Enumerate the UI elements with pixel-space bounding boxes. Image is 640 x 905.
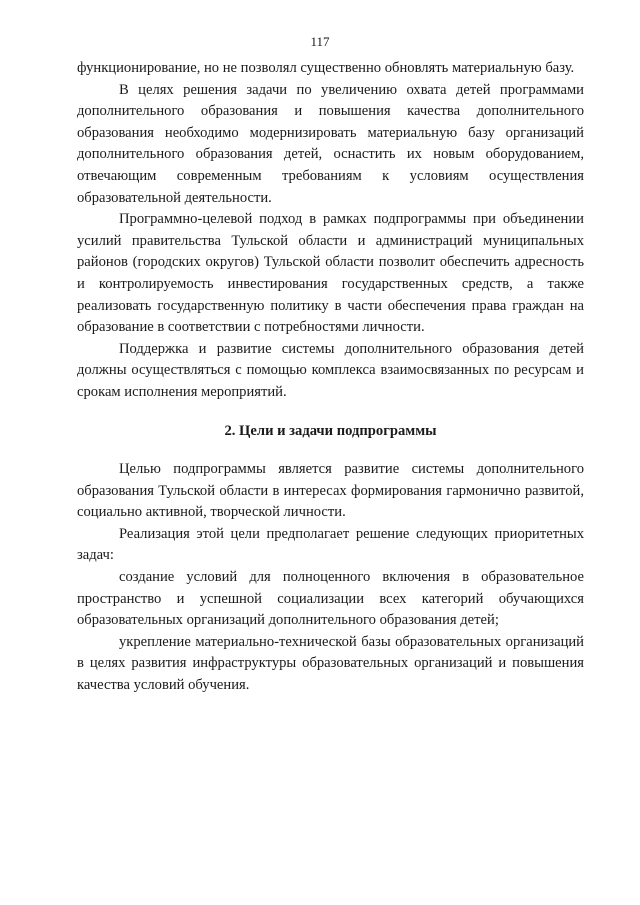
section-heading: 2. Цели и задачи подпрограммы <box>224 422 437 439</box>
paragraph-task-1: создание условий для полноценного включения в образовательное пространство и успешной социализации всех категорий обучающихся образовательных организаций дополнительного образования детей; <box>77 569 584 629</box>
paragraph-task-2: укрепление материально-технической базы образовательных организаций в целях развития инфраструктуры образовательных организаций и повышения качества условий обучения. <box>77 633 584 694</box>
paragraph-goal: Целью подпрограммы является развитие системы дополнительного образования Тульской области в интересах формирования гармонично развитой, социально активной, творческой личности. <box>77 461 584 521</box>
paragraph-modernization: В целях решения задачи по увеличению охвата детей программами дополнительного образования и повышения качества дополнительного образования необходимо модернизировать материальную базу организаций дополнительного образования детей, оснастить их новым оборудованием, отвечающим современным требованиям к условиям осуществления образовательной деятельности. <box>77 81 584 206</box>
paragraph-tasks-intro: Реализация этой цели предполагает решение следующих приоритетных задач: <box>77 525 584 564</box>
paragraph-program-approach: Программно-целевой подход в рамках подпрограммы при объединении усилий правительства Тульской области и администраций муниципальных районов (городских округов) Тульской области позволит обеспечить адресность и контролируемость инвестирования государственных средств, а также реализовать государственную политику в части обеспечения права граждан на образование в соответствии с потребностями личности. <box>77 211 584 336</box>
paragraph-support: Поддержка и развитие системы дополнительного образования детей должны осуществляться с помощью комплекса взаимосвязанных по ресурсам и срокам исполнения мероприятий. <box>77 340 584 400</box>
page-number: 117 <box>310 34 330 49</box>
document-body <box>77 58 584 697</box>
paragraph-continuation: функционирование, но не позволял существенно обновлять материальную базу. <box>77 60 575 76</box>
